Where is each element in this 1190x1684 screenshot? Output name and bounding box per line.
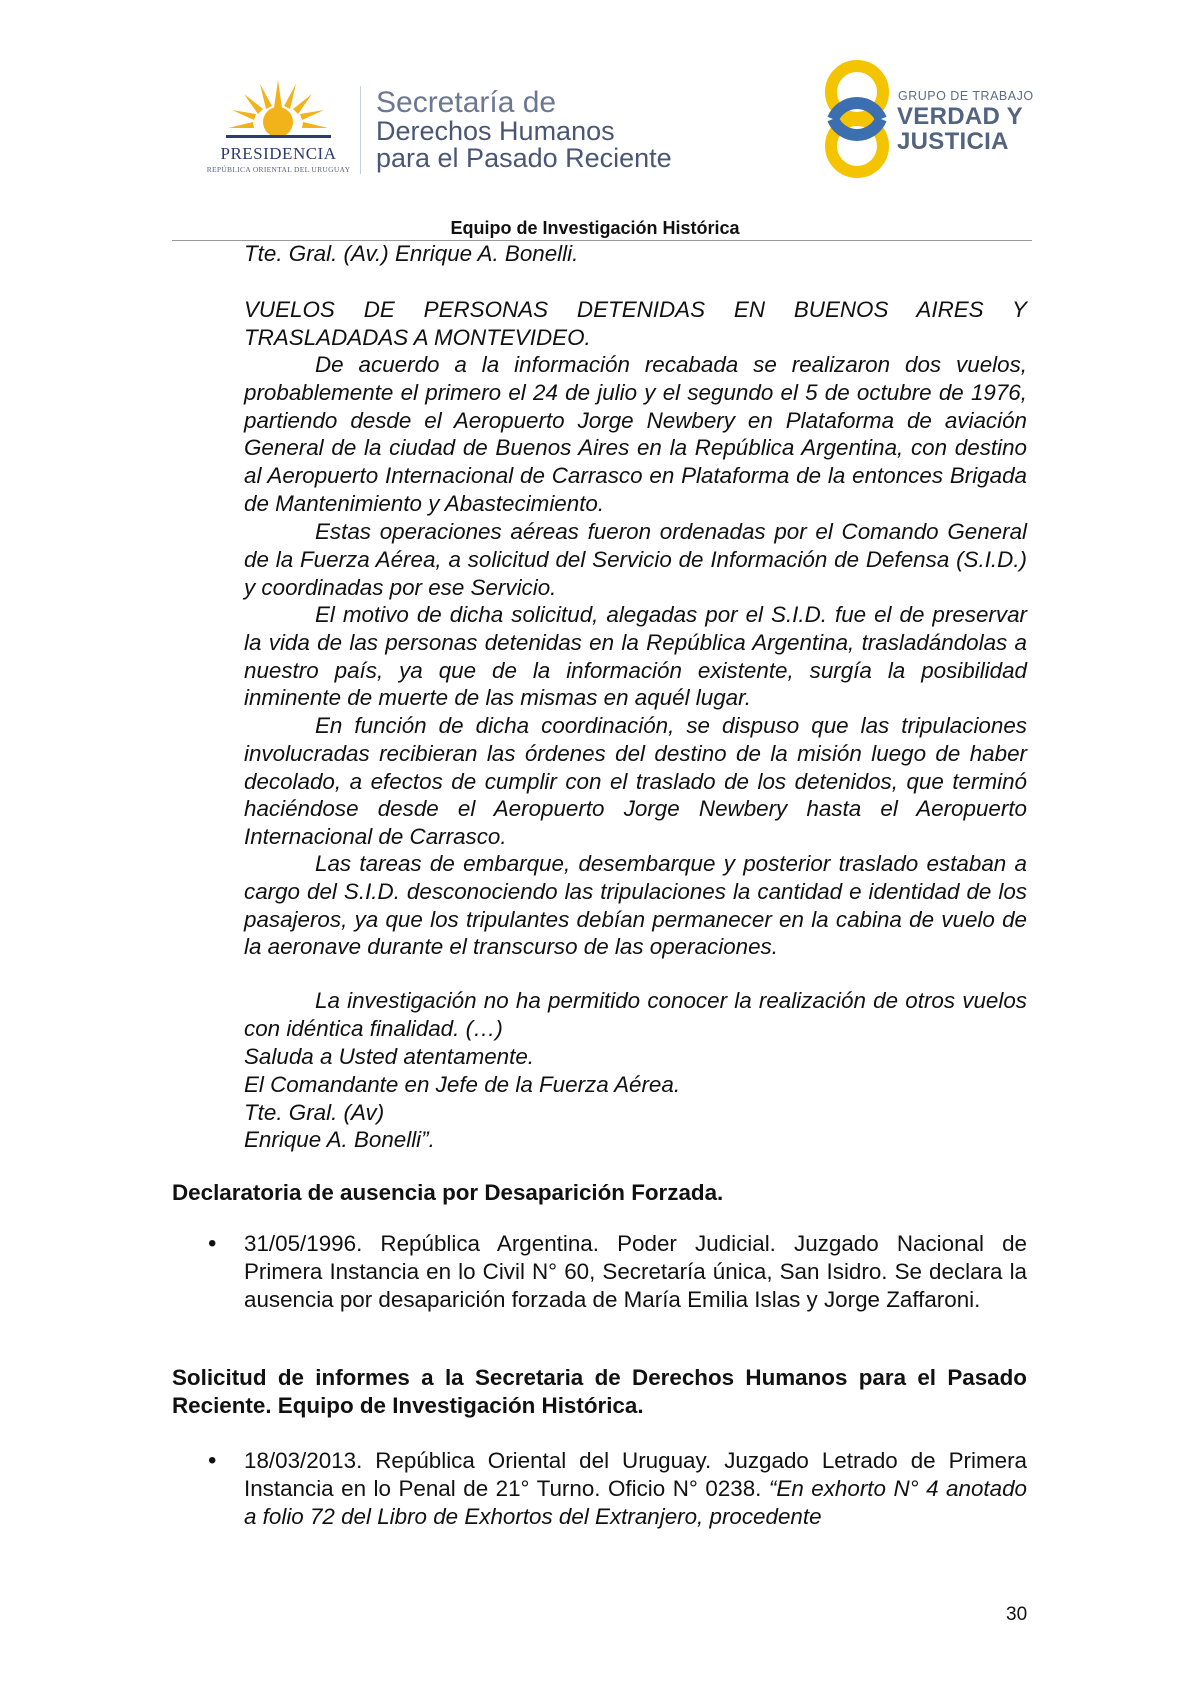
list-item-text-quote: “En exhorto N° 4 anotado a folio 72 del Libro de Exhortos del Extranjero, procedente [244,1475,1027,1529]
secretaria-line-2: Derechos Humanos [376,116,615,146]
closing-line-3: Tte. Gral. (Av) [244,1099,385,1125]
secretaria-line-3: para el Pasado Reciente [376,143,672,173]
letter-paragraph-6: La investigación no ha permitido conocer la realización de otros vuelos con idéntica finalidad. (…) [244,988,1027,1041]
letter-paragraph-3: El motivo de dicha solicitud, alegadas por el S.I.D. fue el de preservar la vida de las personas detenidas en la República Argentina, trasladándolas a nuestro país, ya que de la información existente, surgía la posibilidad inminente de muerte de las mismas en aquél lugar. [244,602,1027,711]
linked-rings-icon [822,56,892,182]
bullet-icon: • [208,1230,217,1257]
gtvj-justicia: JUSTICIA [897,128,1009,155]
header-divider [360,86,361,174]
letter-subject: VUELOS DE PERSONAS DETENIDAS EN BUENOS AIRES Y TRASLADADAS A MONTEVIDEO. [244,297,1027,350]
page-number: 30 [1006,1604,1028,1625]
list-item-text: 31/05/1996. República Argentina. Poder Judicial. Juzgado Nacional de Primera Instancia en lo Civil N° 60, Secretaría única, San Isidro. Se declara la ausencia por desaparición forzada de María Emilia Islas y Jorge Zaffaroni. [244,1231,1027,1312]
sun-emblem-icon [226,78,331,144]
list-item-text [244,1447,1027,1530]
presidencia-word: PRESIDENCIA [220,144,337,163]
equipo-heading: Equipo de Investigación Histórica [450,218,740,238]
section-heading-solicitud: Solicitud de informes a la Secretaria de Derechos Humanos para el Pasado Reciente. Equipo de Investigación Histórica. [172,1365,1027,1418]
closing-line-1: Saluda a Usted atentamente. [244,1044,535,1069]
gtvj-verdad: VERDAD Y [897,103,1023,130]
gtvj-small-label: GRUPO DE TRABAJO [898,89,1034,103]
list-item-text-plain: 18/03/2013. República Oriental del Uruguay. Juzgado Letrado de Primera Instancia en lo Penal de 21° Turno. Oficio N° 0238. [244,1448,1027,1501]
closing-line-2: El Comandante en Jefe de la Fuerza Aérea. [244,1071,681,1097]
presidencia-logo [196,78,361,178]
letter-paragraph-5: Las tareas de embarque, desembarque y posterior traslado estaban a cargo del S.I.D. desconociendo las tripulaciones la cantidad e identidad de los pasajeros, ya que los tripulantes debían permanecer en la cabina de vuelo de la aeronave durante el transcurso de las operaciones. [244,851,1027,960]
closing-line-4: Enrique A. Bonelli”. [244,1127,435,1153]
signature-line-top: Tte. Gral. (Av.) Enrique A. Bonelli. [244,241,579,266]
letter-closing [244,1043,1027,1154]
bullet-icon: • [208,1447,217,1474]
secretaria-title [376,88,672,172]
letter-paragraph-1: De acuerdo a la información recabada se realizaron dos vuelos, probablemente el primero el 24 de julio y el segundo el 5 de octubre de 1976, partiendo desde el Aeropuerto Jorge Newbery en Plataforma de aviación General de la ciudad de Buenos Aires en la República Argentina, con destino al Aeropuerto Internacional de Carrasco en Plataforma de la entonces Brigada de Mantenimiento y Abastecimiento. [244,352,1027,516]
letter-paragraph-4: En función de dicha coordinación, se dispuso que las tripulaciones involucradas recibieran las órdenes del destino de la misión luego de haber decolado, a efectos de cumplir con el traslado de los detenidos, que terminó haciéndose desde el Aeropuerto Jorge Newbery hasta el Aeropuerto Internacional de Carrasco. [244,713,1027,850]
verdad-justicia-logo [822,56,1042,182]
section-heading-declaratoria: Declaratoria de ausencia por Desaparición Forzada. [172,1180,724,1205]
secretaria-line-1: Secretaría de [376,86,557,119]
letter-paragraph-2: Estas operaciones aéreas fueron ordenadas por el Comando General de la Fuerza Aérea, a solicitud del Servicio de Información de Defensa (S.I.D.) y coordinadas por ese Servicio. [244,519,1027,600]
presidencia-subtitle: REPÚBLICA ORIENTAL DEL URUGUAY [206,165,351,174]
